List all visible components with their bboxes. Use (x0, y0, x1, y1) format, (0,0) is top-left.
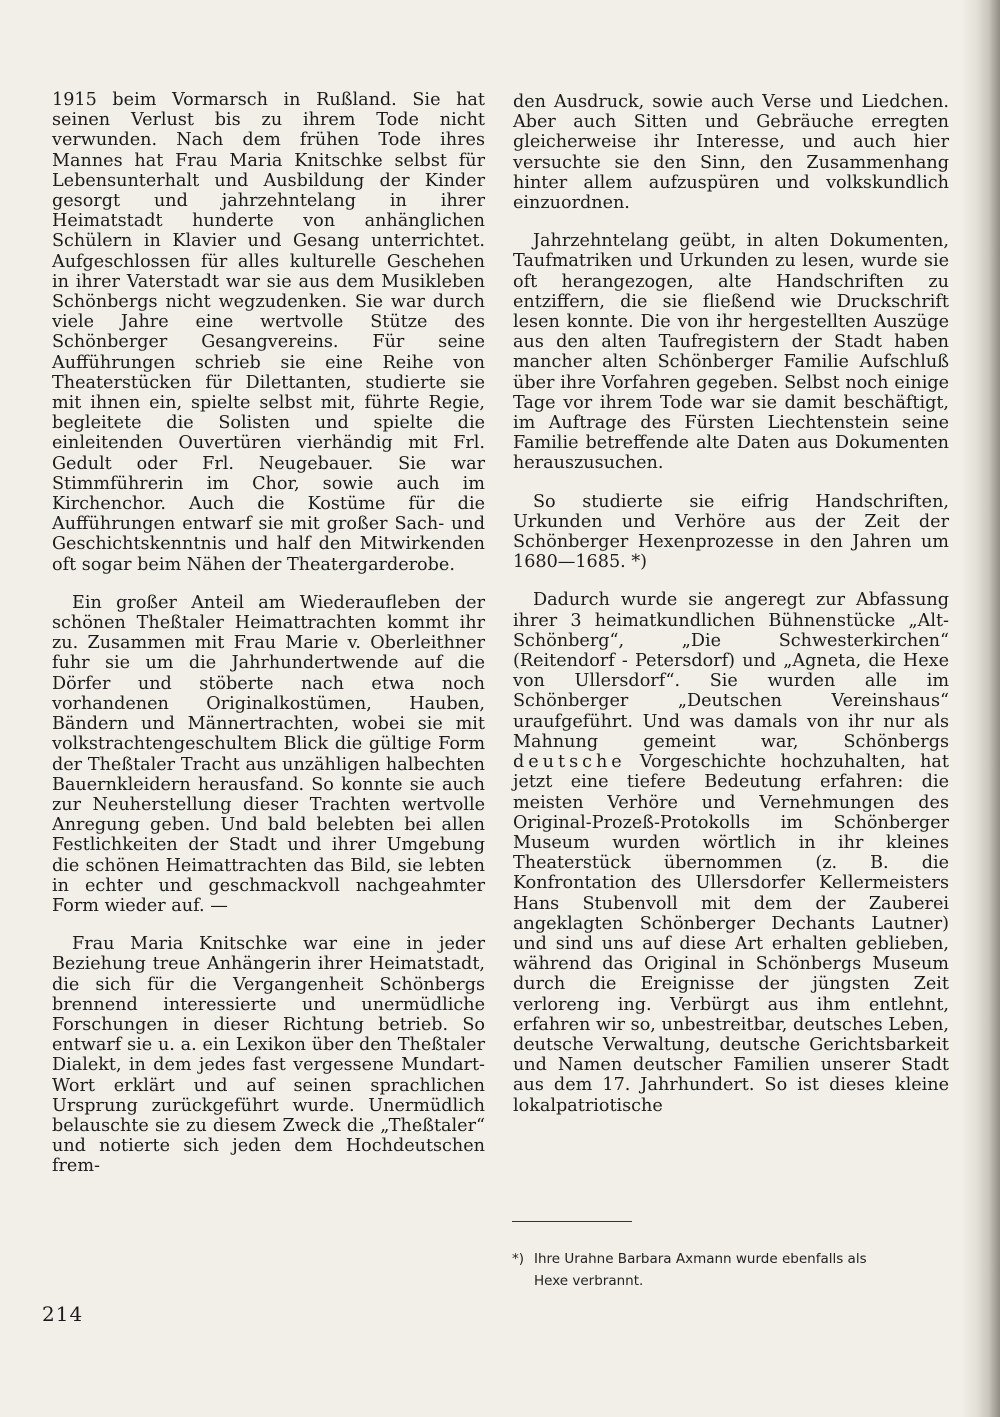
left-paragraph-3: Frau Maria Knitschke war eine in jeder Beziehung treue Anhängerin ihrer Heimatstadt, die sich für die Vergangenheit Schönbergs brennend interessierte und unermüdliche Forschungen in dieser Richtung betrieb. So entwarf sie u. a. ein Lexikon über den Theßtaler Dialekt, in dem jedes fast vergessene Mundart-Wort erklärt und auf seinen sprachlichen Ursprung zurückgeführt wurde. Unermüdlich belauschte sie zu diesem Zweck die „Theßtaler“ und notierte sich jeden dem Hochdeutschen frem- (52, 934, 485, 1177)
footnote-marker: *) (512, 1251, 525, 1267)
footnote-line-1: Ihre Urahne Barbara Axmann wurde ebenfalls als (534, 1251, 867, 1267)
left-paragraph-1: 1915 beim Vormarsch in Rußland. Sie hat seinen Verlust bis zu ihrem Tode nicht verwunden. Nach dem frühen Tode ihres Mannes hat Frau Maria Knitschke selbst für Lebensunterhalt und Ausbildung der Kinder gesorgt und jahrzehntelang in ihrer Heimatstadt hunderte von anhänglichen Schülern in Klavier und Gesang unterrichtet. Aufgeschlossen für alles kulturelle Geschehen in ihrer Vaterstadt war sie aus dem Musikleben Schönbergs nicht wegzudenken. Sie war durch viele Jahre eine wertvolle Stütze des Schönberger Gesangvereins. Für seine Aufführungen schrieb sie eine Reihe von Theaterstücken für Dilettanten, studierte sie mit ihnen ein, spielte selbst mit, führte Regie, begleitete die Solisten und spielte die einleitenden Ouvertüren vierhändig mit Frl. Gedult oder Frl. Neugebauer. Sie war Stimmführerin im Chor, sowie auch im Kirchenchor. Auch die Kostüme für die Aufführungen entwarf sie mit großer Sach- und Geschichtskenntnis und half den Mitwirkenden oft sogar beim Nähen der Theatergarderobe. (52, 90, 485, 575)
right-paragraph-1: den Ausdruck, sowie auch Verse und Liedchen. Aber auch Sitten und Gebräuche erregten gleicherweise ihr Interesse, und auch hier versuchte sie den Sinn, den Zusammenhang hinter allem aufzuspüren und volkskundlich einzuordnen. (513, 92, 949, 214)
right-paragraph-3: So studierte sie eifrig Handschriften, Urkunden und Verhöre aus der Zeit der Schönberger Hexenprozesse in den Jahren um 1680—1685. *) (513, 491, 949, 573)
page-number: 214 (42, 1302, 84, 1326)
right-paragraph-4-rest: Vorgeschichte hochzuhalten, hat jetzt eine tiefere Bedeutung erfahren: die meisten Verhöre und Vernehmungen des Original-Prozeß-Protokolls im Schönberger Museum wurden wörtlich in ihr kleines Theaterstück übernommen (z. B. die Konfrontation des Ullersdorfer Kellermeisters Hans Stubenvoll mit dem der Zauberei angeklagten Schönberger Dechants Lautner) und sind uns auf diese Art erhalten geblieben, während das Original in Schönbergs Museum durch die Ereignisse der jüngsten Zeit verloreng ing. Verbürgt aus ihm entlehnt, erfahren wir so, unbestreitbar, deutsches Leben, deutsche Verwaltung, deutsche Gerichtsbarkeit und Namen deutscher Familien unserer Stadt aus dem 17. Jahrhundert. So ist dieses kleine lokalpatriotische (513, 752, 949, 1116)
left-column (52, 90, 485, 1177)
footnote (512, 1248, 932, 1292)
footnote-divider (512, 1221, 632, 1222)
left-paragraph-2: Ein großer Anteil am Wiederaufleben der schönen Theßtaler Heimattrachten kommt ihr zu. Zusammen mit Frau Marie v. Oberleithner fuhr sie um die Jahrhundertwende auf die Dörfer und stöberte nach etwa noch vorhandenen Originalkostümen, Hauben, Bändern und Männertrachten, wobei sie mit volkstrachtengeschultem Blick die gültige Form der Theßtaler Tracht aus unzähligen halbechten Bauernkleidern herausfand. So konnte sie auch zur Neuherstellung dieser Trachten wertvolle Anregung geben. Und bald belebten bei allen Festlichkeiten der Stadt und ihrer Umgebung die schönen Heimattrachten das Bild, sie lebten in echter und geschmackvoll nachgeahmter Form wieder auf. — (52, 592, 485, 916)
spaced-emphasis: deutsche (513, 752, 626, 773)
footnote-line-2: Hexe verbrannt. (534, 1273, 644, 1289)
right-paragraph-2: Jahrzehntelang geübt, in alten Dokumenten, Taufmatriken und Urkunden zu lesen, wurde sie oft herangezogen, alte Handschriften zu entziffern, die sie fließend wie Druckschrift lesen konnte. Die von ihr hergestellten Auszüge aus den alten Taufregistern der Stadt haben mancher alten Schönberger Familie Aufschluß über ihre Vorfahren gegeben. Selbst noch einige Tage vor ihrem Tode war sie damit beschäftigt, im Auftrage des Fürsten Liechtenstein seine Familie betreffende alte Daten aus Dokumenten herauszusuchen. (513, 231, 949, 474)
right-paragraph-4-start: Dadurch wurde sie angeregt zur Abfassung ihrer 3 heimatkundlichen Bühnenstücke „Alt-Schönberg“, „Die Schwesterkirchen“ (Reitendorf - Petersdorf) und „Agneta, die Hexe von Ullersdorf“. Sie wurden alle im Schönberger „Deutschen Vereinshaus“ uraufgeführt. Und was damals von ihr nur als Mahnung gemeint war, Schönbergs (513, 590, 949, 752)
page-edge-shadow (962, 0, 1000, 1417)
right-column (513, 92, 949, 1116)
right-paragraph-4 (513, 590, 949, 1115)
